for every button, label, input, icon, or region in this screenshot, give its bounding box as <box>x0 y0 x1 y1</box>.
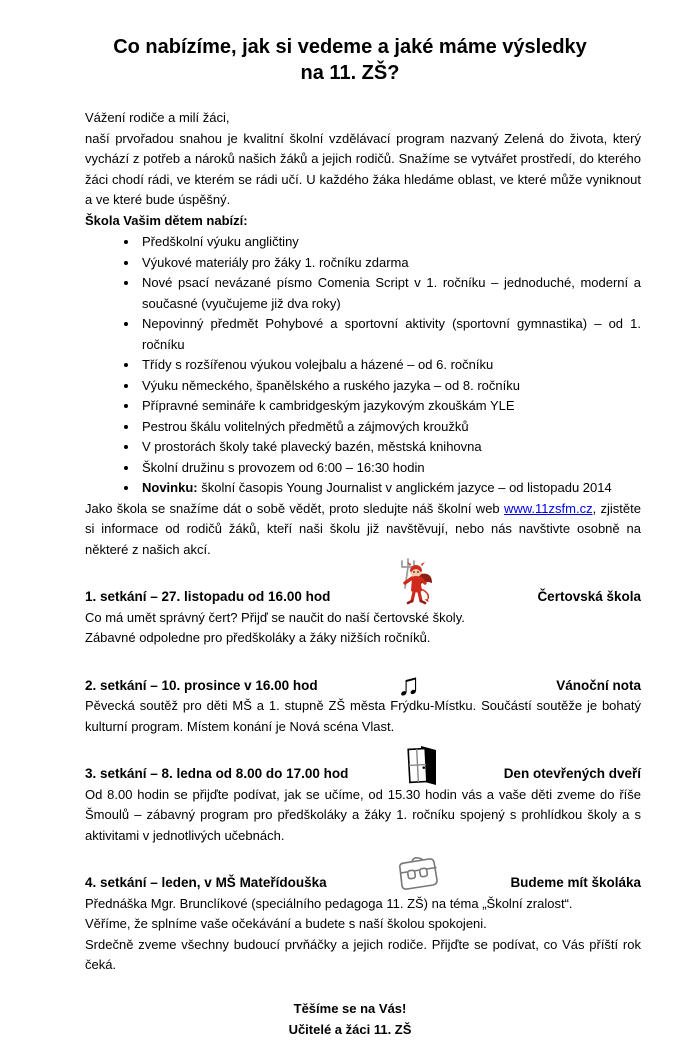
event-1-body-line2: Zábavné odpoledne pro předškoláky a žáky nižších ročníků. <box>85 630 431 645</box>
intro-salutation: Vážení rodiče a milí žáci, <box>85 110 230 125</box>
school-bag-icon <box>393 854 439 899</box>
event-4-heading-row <box>85 873 641 894</box>
event-3-heading-row <box>85 764 641 785</box>
footer-line2: Učitelé a žáci 11. ZŠ <box>288 1021 412 1037</box>
list-item: • Školní družinu s provozem od 6:00 – 16:30 hodin <box>139 458 641 479</box>
list-item: • Třídy s rozšířenou výukou volejbalu a házené – od 6. ročníku <box>139 355 641 376</box>
list-item: • V prostorách školy také plavecký bazén, městská knihovna <box>139 437 641 458</box>
footer-signature <box>59 998 641 1040</box>
list-item: • Přípravné semináře k cambridgeským jazykovým zkouškám YLE <box>139 396 641 417</box>
list-item: • Předškolní výuku angličtiny <box>139 232 641 253</box>
list-item: • Pestrou škálu volitelných předmětů a zájmových kroužků <box>139 417 641 438</box>
offer-heading: Škola Vašim dětem nabízí: <box>85 212 248 228</box>
closing-line1: Věříme, že splníme vaše očekávání a budete s naší školou spokojeni. <box>85 916 487 931</box>
page-title-line1: Co nabízíme, jak si vedeme a jaké máme výsledky <box>113 36 587 58</box>
event-2-title: Vánoční nota <box>556 677 641 693</box>
event-1-date: 1. setkání – 27. listopadu od 16.00 hod <box>85 589 331 604</box>
list-item: • Výukové materiály pro žáky 1. ročníku zdarma <box>139 253 641 274</box>
event-3-date: 3. setkání – 8. ledna od 8.00 do 17.00 hod <box>85 766 349 781</box>
event-4-body: Přednáška Mgr. Brunclíkové (speciálního pedagoga 11. ZŠ) na téma „Školní zralost“. <box>85 895 573 911</box>
event-3-title: Den otevřených dveří <box>503 766 641 781</box>
intro-paragraph: naší prvořadou snahou je kvalitní školní vzdělávací program nazvaný Zelená do života, který vychází z potřeb a nároků našich žáků a jejich rodičů. Snažíme se vytvářet prostředí, do kterého žáci chodí rádi, ve kterém se rádi učí. U každého žáka hledáme oblast, ve které může vyniknout a ve které bude úspěšný. <box>85 130 641 207</box>
music-note-icon: ♫ <box>397 667 421 702</box>
event-3-body: Od 8.00 hodin se přijďte podívat, jak se učíme, od 15.30 hodin vás a vaše děti zveme do říše Šmoulů – zábavný program pro předškoláky a žáky 1. ročníku spojený s prohlídkou školy a s aktivitami v jednotlivých učebnách. <box>85 786 641 843</box>
event-1-heading-row <box>85 587 641 608</box>
event-2-heading-row <box>85 667 641 702</box>
event-2-date: 2. setkání – 10. prosince v 16.00 hod <box>85 677 318 693</box>
page-title-line2: na 11. ZŠ? <box>300 62 400 84</box>
event-2-body: Pěvecká soutěž pro děti MŠ a 1. stupně ZŠ města Frýdku-Místku. Součástí soutěže je bohatý kulturní program. Místem konání je Nová scéna Vlast. <box>85 698 641 734</box>
event-4-title: Budeme mít školáka <box>510 875 641 890</box>
page-title <box>59 34 641 86</box>
web-paragraph: Jako škola se snažíme dát o sobě vědět, proto sledujte náš školní web www.11zsfm.cz, zjistěte si informace od rodičů žáků, kteří naši školu již navštěvují, nebo nás navštivte osobně na některé z našich akcí. <box>85 500 641 557</box>
list-item: • Nepovinný předmět Pohybové a sportovní aktivity (sportovní gymnastika) – od 1. ročníku <box>139 314 641 355</box>
devil-icon <box>391 558 435 615</box>
event-4-date: 4. setkání – leden, v MŠ Mateřídouška <box>85 875 327 890</box>
offer-list <box>85 232 641 499</box>
list-item: • Výuku německého, španělského a ruského jazyka – od 8. ročníku <box>139 376 641 397</box>
list-item: • Novinku: školní časopis Young Journalist v anglickém jazyce – od listopadu 2014 <box>139 478 641 499</box>
list-item: • Nové psací nevázané písmo Comenia Script v 1. ročníku – jednoduché, moderní a současné (vyučujeme již dva roky) <box>139 273 641 314</box>
event-1-title: Čertovská škola <box>537 589 641 604</box>
event-1-body-line1: Co má umět správný čert? Přijď se naučit do naší čertovské školy. <box>85 609 465 625</box>
closing-line2: Srdečně zveme všechny budoucí prvňáčky a jejich rodiče. Přijďte se podívat, co Vás příští rok čeká. <box>85 936 641 972</box>
school-website-link[interactable]: www.11zsfm.cz <box>503 500 593 516</box>
footer-line1: Těšíme se na Vás! <box>293 1000 407 1016</box>
